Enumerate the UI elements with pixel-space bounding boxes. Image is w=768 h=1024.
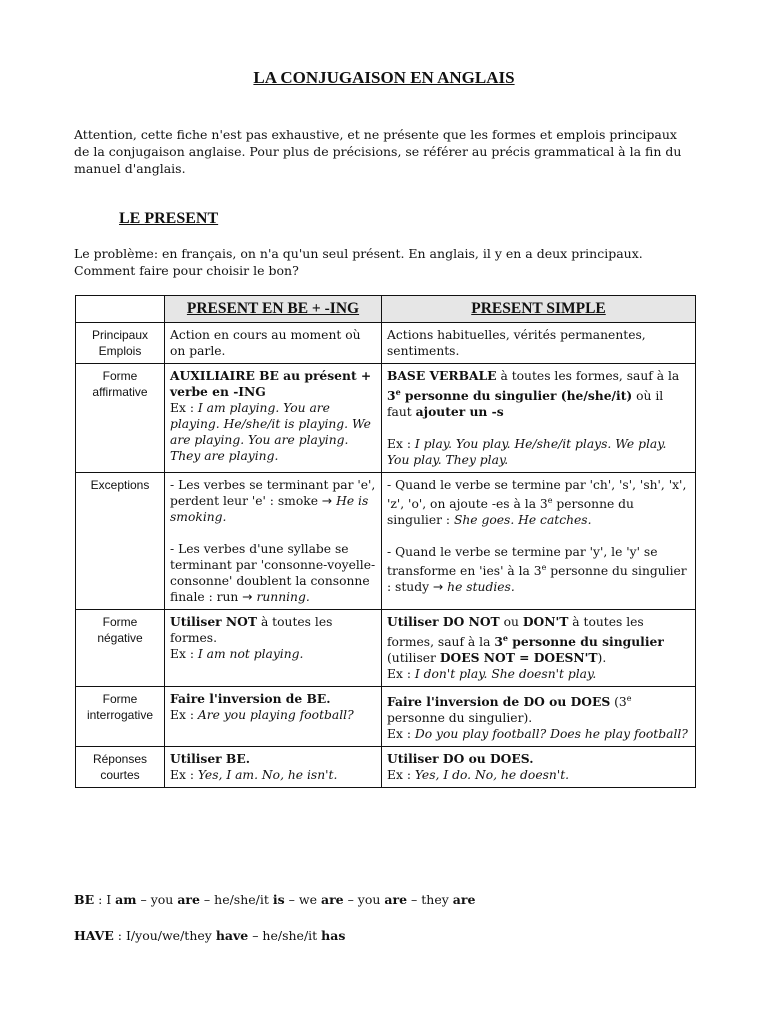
page-title: LA CONJUGAISON EN ANGLAIS	[253, 68, 515, 87]
row-label-negative: Forme négative	[76, 610, 165, 687]
cell-exceptions-be-ing: - Les verbes se terminant par 'e', perdent leur 'e' : smoke → He is smoking. - Les verbes d'une syllabe se terminant par 'consonne-voyelle-consonne' doublent la consonne finale : run → running.	[165, 473, 382, 610]
cell-negative-be-ing: Utiliser NOT à toutes les formes. Ex : I am not playing.	[165, 610, 382, 687]
row-label-courtes: Réponses courtes	[76, 747, 165, 788]
row-label-affirmative: Forme affirmative	[76, 364, 165, 473]
problem-paragraph	[74, 245, 694, 279]
cell-courtes-be-ing: Utiliser BE. Ex : Yes, I am. No, he isn't.	[165, 747, 382, 788]
table-row	[76, 364, 696, 473]
cell-interrogative-simple: Faire l'inversion de DO ou DOES (3e personne du singulier). Ex : Do you play football? Does he play football?	[382, 687, 696, 747]
problem-line-2: Comment faire pour choisir le bon?	[74, 263, 299, 278]
intro-paragraph: Attention, cette fiche n'est pas exhaustive, et ne présente que les formes et emplois principaux de la conjugaison anglaise. Pour plus de précisions, se référer au précis grammatical à la fin du manuel d'anglais.	[74, 127, 682, 176]
table-header-row	[76, 296, 696, 323]
cell-affirmative-be-ing: AUXILIAIRE BE au présent + verbe en -ING Ex : I am playing. You are playing. He/she/it is playing. We are playing. You are playing. They are playing.	[165, 364, 382, 473]
arrow-icon: →	[242, 590, 253, 605]
cell-courtes-simple: Utiliser DO ou DOES. Ex : Yes, I do. No, he doesn't.	[382, 747, 696, 788]
section-title: LE PRESENT	[119, 210, 219, 227]
have-conjugation-line: HAVE : I/you/we/they have – he/she/it has	[74, 928, 346, 943]
row-label-interrogative: Forme interrogative	[76, 687, 165, 747]
cell-emplois-be-ing: Action en cours au moment où on parle.	[165, 323, 382, 364]
cell-exceptions-simple: - Quand le verbe se termine par 'ch', 's', 'sh', 'x', 'z', 'o', on ajoute -es à la 3e personne du singulier : She goes. He catches. - Quand le verbe se termine par 'y', le 'y' se transforme en 'ies' à la 3e personne du singulier : study → he studies.	[382, 473, 696, 610]
be-conjugation-line: BE : I am – you are – he/she/it is – we are – you are – they are	[74, 892, 476, 907]
table-row	[76, 687, 696, 747]
table-row	[76, 323, 696, 364]
row-label-emplois: Principaux Emplois	[76, 323, 165, 364]
header-empty-cell	[76, 296, 165, 323]
row-label-exceptions: Exceptions	[76, 473, 165, 610]
problem-line-1: Le problème: en français, on n'a qu'un seul présent. En anglais, il y en a deux principaux.	[74, 246, 643, 261]
table-row	[76, 610, 696, 687]
cell-affirmative-simple: BASE VERBALE à toutes les formes, sauf à la 3e personne du singulier (he/she/it) où il faut ajouter un -s Ex : I play. You play. He/she/it plays. We play. You play. They play.	[382, 364, 696, 473]
table-row	[76, 747, 696, 788]
conjugation-table	[75, 295, 696, 788]
header-present-be-ing: PRESENT EN BE + -ING	[165, 296, 382, 323]
cell-negative-simple: Utiliser DO NOT ou DON'T à toutes les formes, sauf à la 3e personne du singulier (utiliser DOES NOT = DOESN'T). Ex : I don't play. She doesn't play.	[382, 610, 696, 687]
arrow-icon: →	[432, 580, 444, 595]
cell-interrogative-be-ing: Faire l'inversion de BE. Ex : Are you playing football?	[165, 687, 382, 747]
header-present-simple: PRESENT SIMPLE	[382, 296, 696, 323]
arrow-icon: →	[321, 494, 333, 509]
table-row	[76, 473, 696, 610]
cell-emplois-simple: Actions habituelles, vérités permanentes, sentiments.	[382, 323, 696, 364]
